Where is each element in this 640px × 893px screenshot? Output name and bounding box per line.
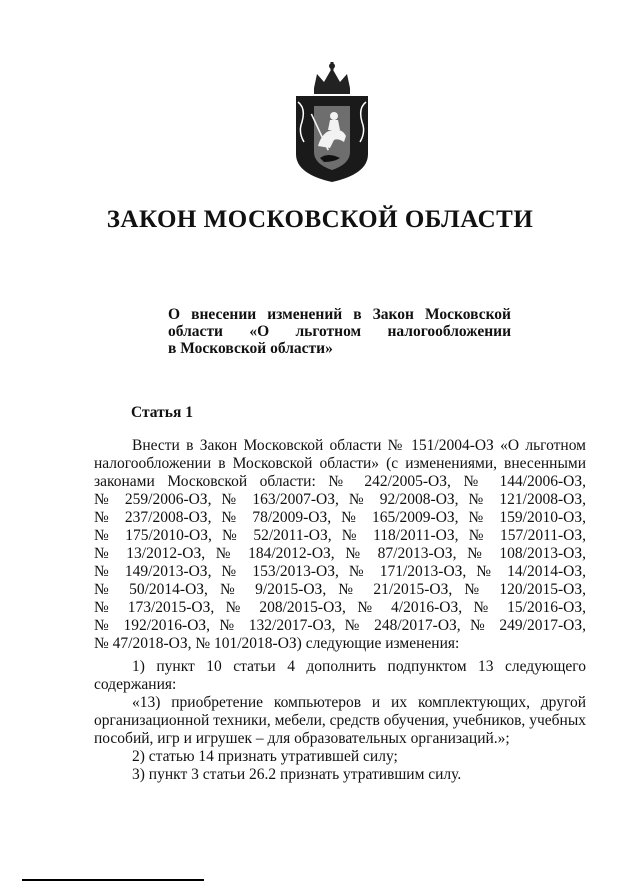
change-item: 2) статью 14 признать утратившей силу; xyxy=(132,748,398,765)
text-line: законами Московской области: № 242/2005-ОЗ, № 144/2006-ОЗ, xyxy=(94,473,586,490)
subject-line: области «О льготном налогообложении xyxy=(168,323,511,340)
text-line: Внести в Закон Московской области № 151/2004-ОЗ «О льготном xyxy=(132,437,586,454)
change-item: 1) пункт 10 статьи 4 дополнить подпунктом 13 следующего xyxy=(132,658,586,675)
change-item: 3) пункт 3 статьи 26.2 признать утратившим силу. xyxy=(132,766,462,783)
text-line: № 173/2015-ОЗ, № 208/2015-ОЗ, № 4/2016-ОЗ, № 15/2016-ОЗ, xyxy=(94,599,586,616)
text-line: № 192/2016-ОЗ, № 132/2017-ОЗ, № 248/2017-ОЗ, № 249/2017-ОЗ, xyxy=(94,617,586,634)
article-heading: Статья 1 xyxy=(131,404,193,421)
text-line: № 47/2018-ОЗ, № 101/2018-ОЗ) следующие изменения: xyxy=(94,635,460,652)
text-line: пособий, игр и игрушек – для образовательных организаций.»; xyxy=(94,730,510,747)
subject-line: в Московской области» xyxy=(168,340,333,357)
changes-list xyxy=(94,658,586,784)
law-title: ЗАКОН МОСКОВСКОЙ ОБЛАСТИ xyxy=(106,206,534,233)
text-line: № 50/2014-ОЗ, № 9/2015-ОЗ, № 21/2015-ОЗ, № 120/2015-ОЗ, xyxy=(94,581,586,598)
moscow-region-coat-of-arms-icon xyxy=(284,62,380,184)
law-subject xyxy=(168,306,511,357)
text-line: № 259/2006-ОЗ, № 163/2007-ОЗ, № 92/2008-ОЗ, № 121/2008-ОЗ, xyxy=(94,491,586,508)
footnote-divider xyxy=(22,879,204,881)
text-line: организационной техники, мебели, средств обучения, учебников, учебных xyxy=(94,712,586,729)
text-line: № 237/2008-ОЗ, № 78/2009-ОЗ, № 165/2009-ОЗ, № 159/2010-ОЗ, xyxy=(94,509,586,526)
text-line: налогообложении в Московской области» (с изменениями, внесенными xyxy=(94,455,586,472)
text-line: № 149/2013-ОЗ, № 153/2013-ОЗ, № 171/2013-ОЗ, № 14/2014-ОЗ, xyxy=(94,563,586,580)
text-line: «13) приобретение компьютеров и их комплектующих, другой xyxy=(132,694,586,711)
subject-line: О внесении изменений в Закон Московской xyxy=(168,306,511,323)
article-intro-paragraph xyxy=(94,437,586,653)
text-line: № 13/2012-ОЗ, № 184/2012-ОЗ, № 87/2013-ОЗ, № 108/2013-ОЗ, xyxy=(94,545,586,562)
text-line: № 175/2010-ОЗ, № 52/2011-ОЗ, № 118/2011-ОЗ, № 157/2011-ОЗ, xyxy=(94,527,586,544)
text-line: содержания: xyxy=(94,676,177,693)
